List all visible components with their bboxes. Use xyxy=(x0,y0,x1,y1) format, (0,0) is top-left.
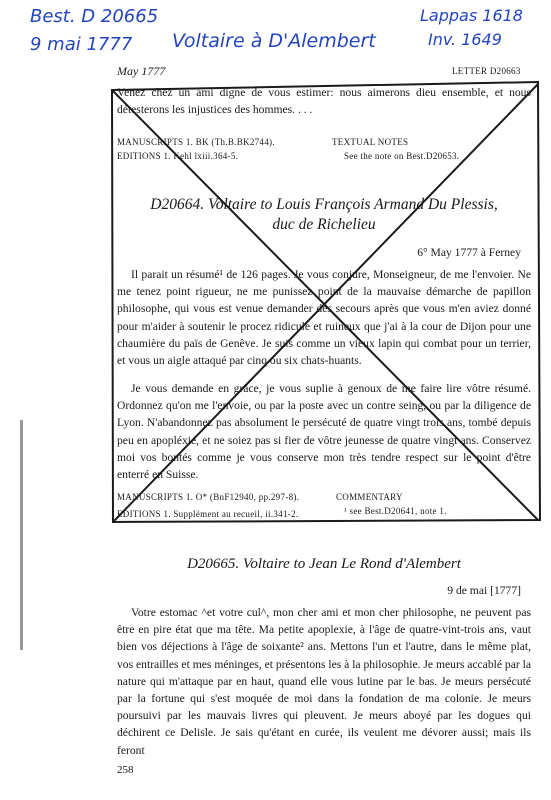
letter-editions: EDITIONS 1. Supplément au recueil, ii.341-2. xyxy=(117,509,299,519)
page-binding-edge xyxy=(20,420,23,650)
letter-commentary-label: COMMENTARY xyxy=(336,492,403,502)
page-number: 258 xyxy=(117,764,134,776)
notes-textual-text: See the note on Best.D20653. xyxy=(344,151,460,161)
letter-paragraph-3: Votre estomac ^et votre cul^, mon cher ami et mon cher philosophe, ne peuvent pas être en pire état que ma tête. Ma petite apoplexie, à l'âge de quatre-vint-trois ans, vaut bien vos déjections à l'âge de soixante² ans. Mettons l'un et l'autre, dans le même plat, vos entrailles et mes méninges, et présentons les à la philosophie. Je meurs accablé par la nature qui m'attaque par en haut, quand elle vous lutine par le bas. Je meurs persécuté par la fortune qui s'est moquée de moi dans la fondation de ma colonie. Je meurs poursuivi par les mauvais livres qui pleuvent. Je meurs aboyé par les dogues qui déchirent ce Delisle. Je sais qu'étant en curée, ils veulent me dévorer aussi; mais ils feront xyxy=(117,606,531,757)
notes-textual-label: TEXTUAL NOTES xyxy=(332,137,409,147)
annotation-inventory-2: Inv. 1649 xyxy=(428,30,502,49)
letter-dateline-2: 9 de mai [1777] xyxy=(447,584,521,597)
carry-over-paragraph: Venez chez un ami digne de vous estimer: nous aimerons dieu ensemble, et nous détesterons les injustices des hommes. . . . xyxy=(117,86,531,117)
annotation-title: Voltaire à D'Alembert xyxy=(172,30,376,52)
annotation-reference: Best. D 20665 xyxy=(30,6,159,27)
running-head-left: May 1777 xyxy=(117,64,166,78)
notes-editions: EDITIONS 1. Kehl lxiii.364-5. xyxy=(117,151,239,161)
letter-paragraph-1: Il parait un résumé¹ de 126 pages. Je vous conjure, Monseigneur, de me l'envoier. Ne me tenez point rigueur, ne me punissez point de la mauvaise démarche de papillon philosophe, qui vous est venue demander des secours après que vous m'en aviez donné pour m'aider à soutenir le procez ridicule et ruineux que j'ai à la cour de Dijon pour une chaumière du païs de Genêve. Je suis comme un vieux lapin qui combat pour un terrier, et vous un aigle attaqué par cinq ou six chats-huants. xyxy=(117,268,531,368)
notes-manuscripts: MANUSCRIPTS 1. BK (Th.B.BK2744). xyxy=(117,137,275,147)
letter-heading-line-2: duc de Richelieu xyxy=(272,216,376,233)
letter-heading: D20664. Voltaire to Louis François Armand Du Plessis, xyxy=(150,196,498,213)
letter-dateline: 6° May 1777 à Ferney xyxy=(417,246,521,259)
letter-commentary-text: ¹ see Best.D20641, note 1. xyxy=(344,506,447,516)
annotation-date: 9 mai 1777 xyxy=(30,34,133,55)
letter-heading-2: D20665. Voltaire to Jean Le Rond d'Alembert xyxy=(187,556,461,572)
letter-paragraph-2: Je vous demande en grâce, je vous suplie à genoux de me faire lire vôtre résumé. Ordonnez qu'on me l'envoie, ou par la poste avec un contre seing, ou par la diligence de Lyon. N'abandonnez pas absolument le persécuté de quatre vingt trois ans, tombé depuis peu en apopléxie, et ne soiez pas si fier de vôtre jeunesse de quatre vingt ans. Conservez moi vos bontés comme je vous conserve mon très tendre respect sur le point d'être enterré en Suisse. xyxy=(117,382,531,482)
running-head-right: LETTER D20663 xyxy=(452,66,521,76)
annotation-inventory-1: Lappas 1618 xyxy=(420,6,523,25)
letter-manuscripts: MANUSCRIPTS 1. O* (BnF12940, pp.297-8). xyxy=(117,492,300,502)
